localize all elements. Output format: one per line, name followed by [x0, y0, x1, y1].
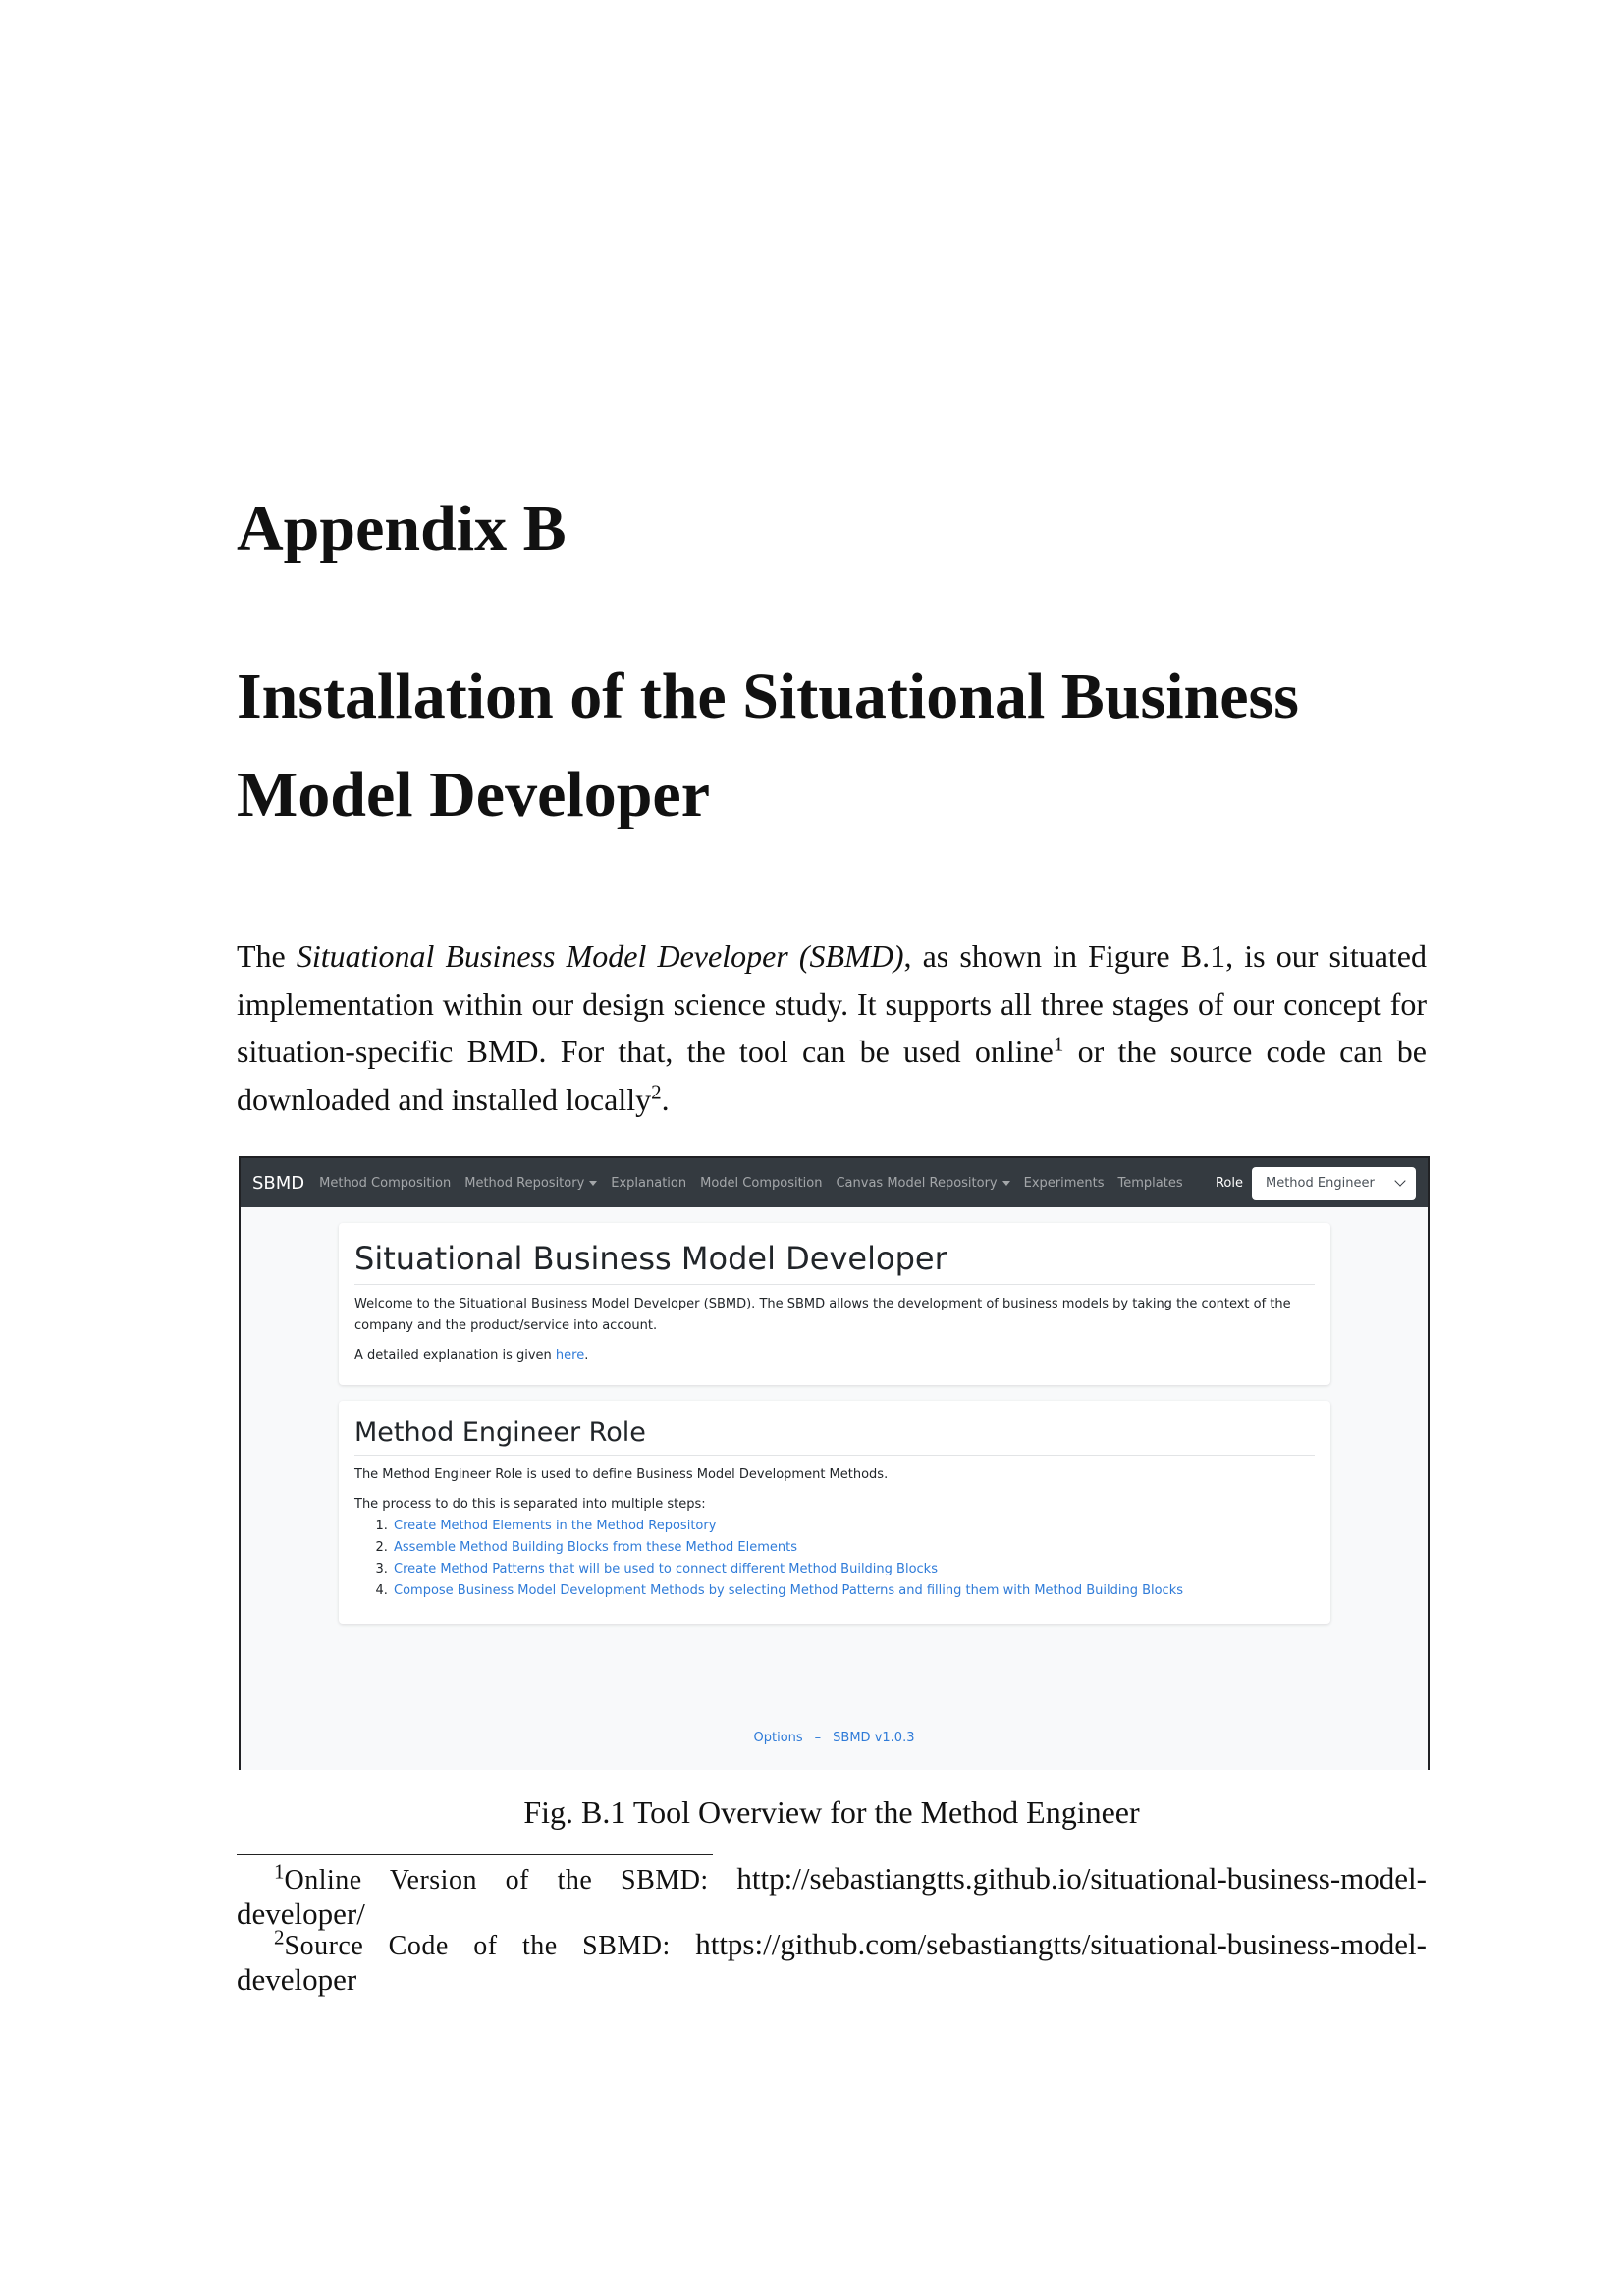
nav-method-repository[interactable] [464, 1176, 597, 1191]
explanation-link[interactable]: here [555, 1347, 585, 1362]
intro-text-body: , as shown in Figure B.1, is our situated implementation within our design science study. It supports all three stages of our concept for situation-specific BMD. For that, the tool can be used online [237, 938, 1427, 1069]
caret-down-icon [589, 1181, 597, 1186]
explanation-line [354, 1345, 1315, 1366]
step-link-assemble-building-blocks[interactable]: Assemble Method Building Blocks from these Method Elements [394, 1540, 798, 1556]
nav-model-composition[interactable]: Model Composition [700, 1175, 823, 1191]
nav-templates[interactable]: Templates [1117, 1175, 1183, 1191]
footnote-2 [237, 1925, 1427, 1999]
role-select-value: Method Engineer [1266, 1175, 1375, 1191]
step-link-compose-methods[interactable]: Compose Business Model Development Methods by selecting Method Patterns and filling them with Method Building Blocks [394, 1583, 1184, 1599]
step-item [392, 1580, 1315, 1602]
footer-options-link[interactable]: Options [753, 1731, 803, 1745]
role-select[interactable] [1252, 1167, 1416, 1200]
step-link-create-method-elements[interactable]: Create Method Elements in the Method Repository [394, 1519, 717, 1534]
nav-method-composition[interactable]: Method Composition [319, 1175, 452, 1191]
caret-down-icon [1002, 1181, 1010, 1186]
footnote-2-prefix: Source Code of the SBMD: [284, 1931, 696, 1961]
role-divider [354, 1455, 1315, 1456]
app-navbar [241, 1158, 1428, 1207]
app-footer [241, 1731, 1428, 1745]
nav-canvas-model-repository[interactable] [836, 1176, 1009, 1191]
role-label: Role [1215, 1175, 1243, 1191]
footnote-ref-2[interactable]: 2 [651, 1079, 662, 1103]
intro-text-start: The [237, 938, 297, 974]
footnote-1-url[interactable]: http://sebastiangtts.github.io/situational-business-model-developer/ [237, 1861, 1427, 1931]
intro-text-middle: or the source code can be downloaded and installed locally [237, 1034, 1428, 1117]
explanation-suffix: . [584, 1347, 589, 1362]
footnote-1-mark: 1 [274, 1859, 285, 1884]
step-item [392, 1516, 1315, 1537]
welcome-text: Welcome to the Situational Business Model Developer (SBMD). The SBMD allows the development of business models by taking the context of the company and the product/service into account. [354, 1296, 1291, 1333]
steps-intro: The process to do this is separated into multiple steps: [354, 1497, 706, 1513]
footnote-1 [237, 1859, 1427, 1933]
role-card [339, 1401, 1330, 1624]
nav-experiments[interactable]: Experiments [1023, 1175, 1105, 1191]
steps-list [354, 1516, 1315, 1602]
footer-separator: – [814, 1731, 822, 1745]
chapter-title: Installation of the Situational Business Model Developer [237, 661, 1299, 830]
footnote-1-prefix: Online Version of the SBMD: [284, 1865, 737, 1896]
step-item [392, 1559, 1315, 1580]
intro-paragraph [237, 933, 1427, 1123]
footer-version-link[interactable]: SBMD v1.0.3 [833, 1731, 915, 1745]
footnote-2-url[interactable]: https://github.com/sebastiangtts/situational-business-model-developer [237, 1927, 1427, 1997]
footnote-ref-1[interactable]: 1 [1053, 1032, 1064, 1056]
intro-tool-name: Situational Business Model Developer (SBMD) [296, 938, 904, 974]
brand-link[interactable]: SBMD [252, 1172, 305, 1194]
appendix-label: Appendix B [237, 493, 567, 564]
footnote-2-mark: 2 [274, 1925, 285, 1949]
explanation-prefix: A detailed explanation is given [354, 1347, 556, 1362]
nav-method-repository-label: Method Repository [464, 1175, 585, 1191]
role-text: The Method Engineer Role is used to define Business Model Development Methods. [354, 1468, 889, 1483]
nav-canvas-model-repository-label: Canvas Model Repository [836, 1175, 998, 1191]
welcome-title: Situational Business Model Developer [354, 1240, 947, 1277]
welcome-divider [354, 1284, 1315, 1285]
welcome-card [339, 1223, 1330, 1385]
footnote-rule [237, 1854, 713, 1855]
tool-screenshot [239, 1156, 1430, 1770]
intro-text-end: . [661, 1081, 670, 1117]
chevron-down-icon [1394, 1175, 1405, 1186]
figure-caption: Fig. B.1 Tool Overview for the Method Engineer [523, 1794, 1140, 1830]
role-title: Method Engineer Role [354, 1417, 646, 1448]
nav-explanation[interactable]: Explanation [611, 1175, 687, 1191]
step-link-create-method-patterns[interactable]: Create Method Patterns that will be used to connect different Method Building Blocks [394, 1562, 938, 1577]
step-item [392, 1537, 1315, 1559]
